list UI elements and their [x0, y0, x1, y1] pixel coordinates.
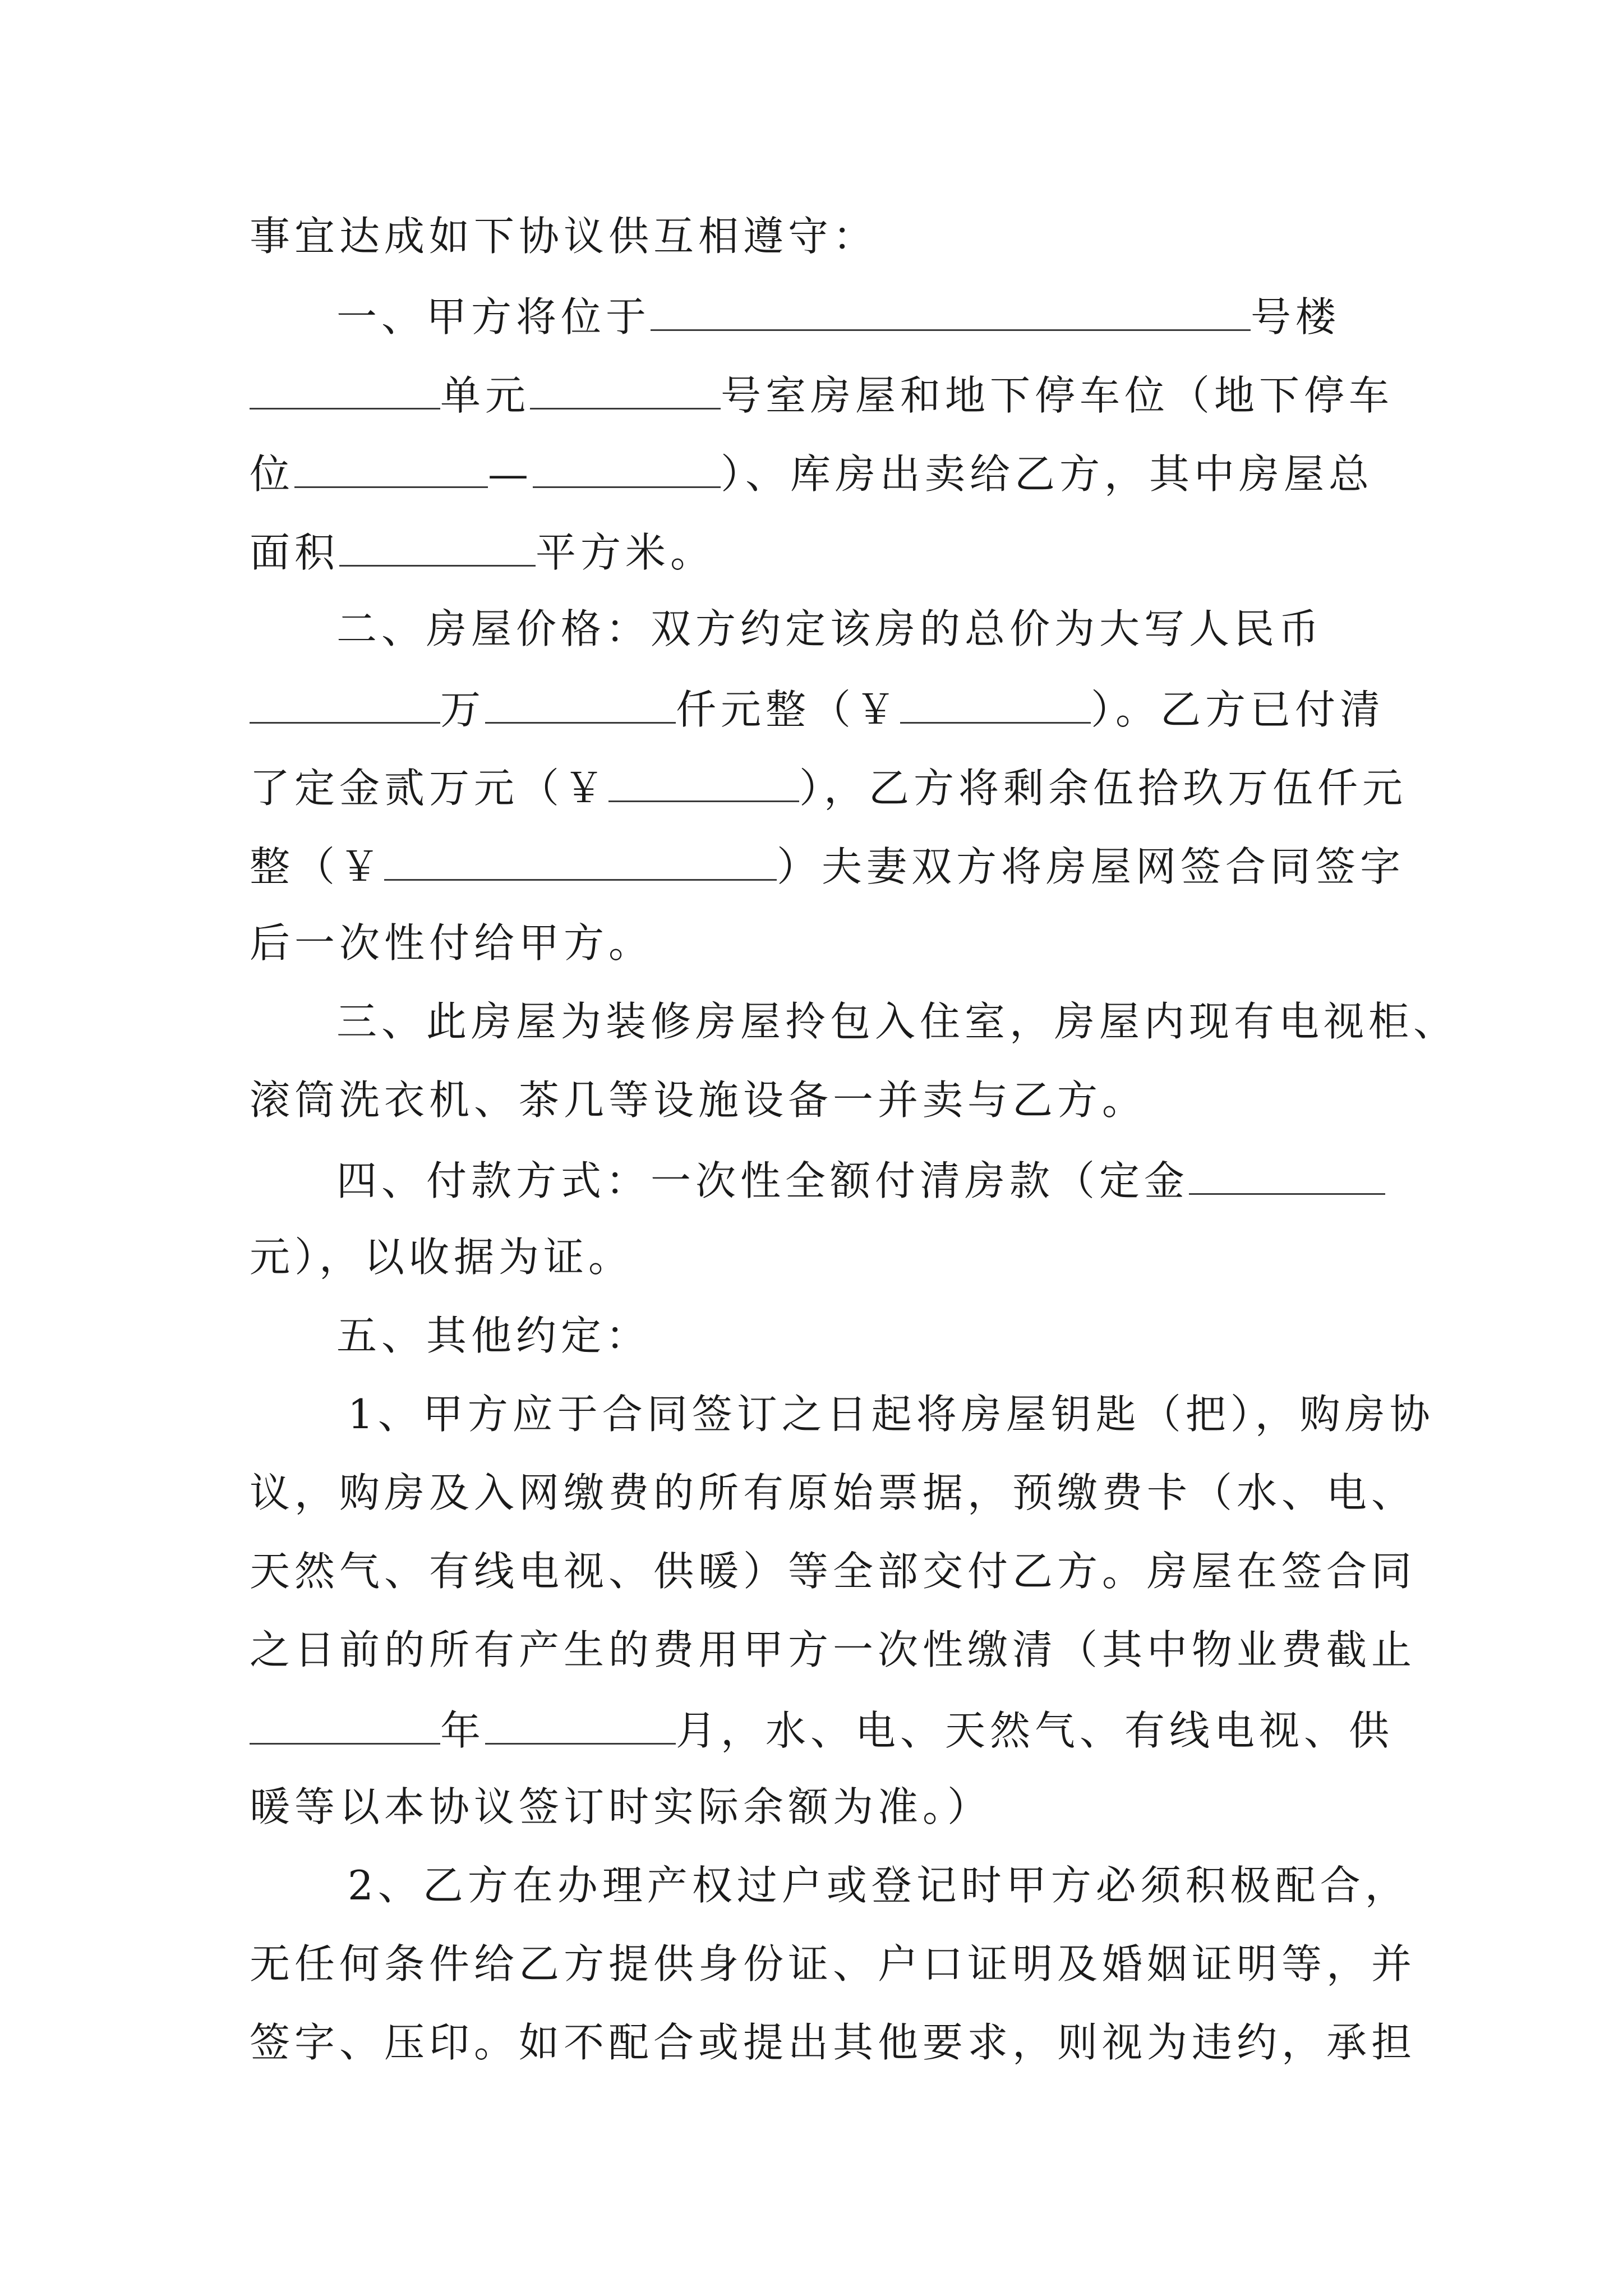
text: ）。乙方已付清	[1091, 686, 1385, 733]
blank-field	[1189, 1158, 1385, 1195]
text: 号楼	[1251, 293, 1341, 341]
text-line	[250, 2019, 1417, 2066]
text: 之日前的所有产生的费用甲方一次性缴清（其中物业费截止	[250, 1626, 1417, 1673]
text-line	[250, 1469, 1417, 1516]
clause-2-line	[336, 605, 1324, 652]
text-line	[250, 686, 1385, 733]
text: ）、库房出卖给乙方，其中房屋总	[721, 450, 1374, 498]
text: 万	[440, 686, 486, 733]
text-line	[250, 450, 1374, 498]
text-line	[250, 765, 1408, 812]
clause-4-line	[336, 1157, 1385, 1204]
text-line	[250, 1234, 634, 1281]
blank-field	[651, 295, 1251, 331]
text: ），乙方将剩余伍拾玖万伍仟元	[799, 765, 1408, 812]
blank-field	[250, 1708, 440, 1745]
text: 后一次性付给甲方。	[250, 919, 654, 967]
text: 二、房屋价格：双方约定该房的总价为大写人民币	[336, 605, 1324, 652]
text-line	[250, 372, 1394, 419]
text: 面积	[250, 529, 340, 576]
text: 平方米。	[536, 529, 716, 576]
text-line	[250, 1940, 1417, 1987]
text: 单元	[440, 372, 531, 419]
blank-field	[294, 452, 488, 488]
text: 议，购房及入网缴费的所有原始票据，预缴费卡（水、电、	[250, 1469, 1417, 1516]
text-line	[250, 213, 878, 260]
text-line	[250, 843, 1405, 890]
text-line	[250, 529, 716, 576]
text: 整（￥	[250, 843, 385, 890]
text: 年	[440, 1707, 486, 1754]
text-line	[250, 1707, 1394, 1754]
blank-field	[530, 373, 721, 409]
text-line	[250, 919, 654, 967]
text: 位	[250, 450, 295, 498]
blank-field	[250, 687, 440, 724]
text: 仟元整（￥	[676, 686, 901, 733]
text: 月，水、电、天然气、有线电视、供	[676, 1707, 1394, 1754]
text: 滚筒洗衣机、茶几等设施设备一并卖与乙方。	[250, 1076, 1147, 1124]
text: 五、其他约定：	[336, 1312, 651, 1359]
text: —	[488, 450, 533, 498]
text: 天然气、有线电视、供暖）等全部交付乙方。房屋在签合同	[250, 1548, 1417, 1595]
sub-clause-2-line	[348, 1862, 1410, 1909]
text: 了定金贰万元（￥	[250, 765, 609, 812]
text: 一、甲方将位于	[336, 293, 651, 341]
text-line	[250, 1548, 1417, 1595]
blank-field	[533, 452, 721, 488]
text: 事宜达成如下协议供互相遵守：	[250, 213, 878, 260]
text: 号室房屋和地下停车位（地下停车	[721, 372, 1394, 419]
text: ）夫妻双方将房屋网签合同签字	[777, 843, 1405, 890]
text: 暖等以本协议签订时实际余额为准。）	[250, 1783, 993, 1830]
clause-5-heading	[336, 1312, 651, 1359]
blank-field	[485, 687, 676, 724]
clause-1-line	[336, 293, 1341, 341]
text: 无任何条件给乙方提供身份证、户口证明及婚姻证明等，并	[250, 1940, 1417, 1987]
sub-clause-1-line	[348, 1391, 1435, 1438]
blank-field	[384, 844, 777, 881]
text: 1、甲方应于合同签订之日起将房屋钥匙（把），购房协	[348, 1391, 1435, 1438]
blank-field	[250, 373, 440, 409]
blank-field	[900, 687, 1091, 724]
text: 元），以收据为证。	[250, 1234, 634, 1281]
clause-3-line	[336, 998, 1459, 1045]
blank-field	[485, 1708, 676, 1745]
text-line	[250, 1076, 1147, 1124]
text: 三、此房屋为装修房屋拎包入住室，房屋内现有电视柜、	[336, 998, 1459, 1045]
text-line	[250, 1626, 1417, 1673]
blank-field	[608, 766, 799, 802]
blank-field	[339, 530, 536, 567]
text: 2、乙方在办理产权过户或登记时甲方必须积极配合，	[348, 1862, 1410, 1909]
text: 四、付款方式：一次性全额付清房款（定金	[336, 1157, 1189, 1204]
text-line	[250, 1783, 993, 1830]
text: 签字、压印。如不配合或提出其他要求，则视为违约，承担	[250, 2019, 1417, 2066]
